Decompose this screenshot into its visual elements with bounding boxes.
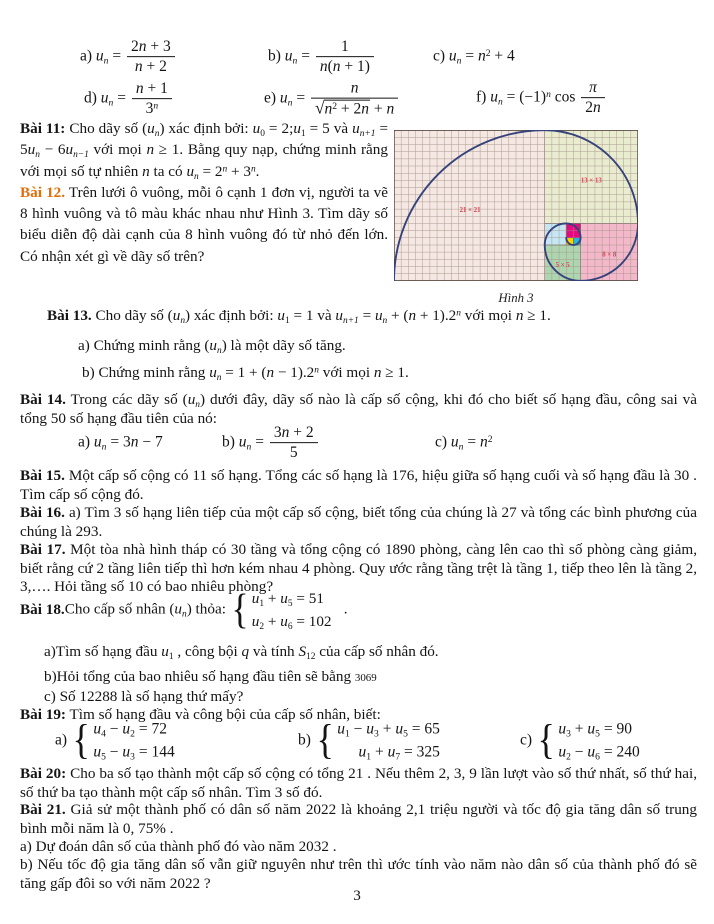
bai-14-option-c: c) $u_n = n^2$ bbox=[435, 433, 493, 453]
exercise-label-bai-18: Bài 18. bbox=[20, 600, 65, 618]
bai-14-option-b: b) $u_n$ = $\frac{3n + 2}{5}$ bbox=[222, 424, 320, 462]
exercise-text-bai-20: Cho ba số tạo thành một cấp số cộng có tổng 21 . Nếu thêm 2, 3, 9 lần lượt vào số thứ nhất, số thứ hai, số thứ ba tạo thành một cấp số nhân. Tìm 3 số đó. bbox=[20, 765, 698, 801]
exercise-bai-18 bbox=[20, 589, 348, 631]
bai-19-system-a: a) { $u_4 - u_2 = 72$ $u_5 - u_3 = 144$ bbox=[55, 717, 175, 764]
exercise-text-bai-19: Tìm số hạng đầu và công bội của cấp số nhân, biết: bbox=[66, 706, 381, 723]
exercise-text-bai-13: Cho dãy số $(u_n)$ xác định bởi: $u_1 = 1$ và $u_{n+1} = u_n + (n + 1).2^n$ với mọi n ≥ 1. bbox=[91, 307, 551, 327]
bai-13-item-a: a) Chứng minh rằng $(u_n)$ là một dãy số tăng. bbox=[78, 337, 346, 357]
exercise-bai-21 bbox=[20, 801, 697, 838]
exercise-bai-13 bbox=[47, 307, 551, 326]
exercise-label-bai-11: Bài 11: bbox=[20, 120, 66, 137]
exercise-text-bai-17: Một tòa nhà hình tháp có 30 tầng và tổng cộng có 1890 phòng, càng lên cao thì số phòng càng giảm, biết rằng cứ 2 tầng liên tiếp thì hơn kém nhau 4 phòng. Quy ước rằng tầng trệt là tầng 1, tiếp theo lên là tầng 2, 3,…. Hỏi tầng số 10 có bao nhiêu phòng? bbox=[20, 541, 697, 596]
exercise-label-bai-16: Bài 16. bbox=[20, 504, 65, 521]
exercise-text-bai-11: Cho dãy số $(u_n)$ xác định bởi: $u_0$ = $2;u_1 = 5$ và $u_{n+1} = 5u_n - 6u_{n-1}$ với mọi n ≥ 1. Bằng quy nạp, chứng minh rằng với mọi số tự nhiên n ta có $u_n = 2^n + 3^n$. bbox=[20, 120, 389, 182]
bai-21-item-b: b) Nếu tốc độ gia tăng dân số vẫn giữ nguyên như trên thì ước tính vào năm nào dân số của thành phố đó sẽ tăng gấp đôi so với năm 2022 ? bbox=[20, 856, 697, 892]
exercise-text-bai-14: Trong các dãy số $(u_n)$ dưới đây, dãy số nào là cấp số cộng, khi đó cho biết số hạng đầu, công sai và tổng 50 số hạng đầu tiên của nó: bbox=[20, 391, 697, 427]
exercise-label-bai-15: Bài 15. bbox=[20, 467, 65, 484]
exercise-text-bai-21: Giả sử một thành phố có dân số năm 2022 là khoảng 2,1 triệu người và tốc độ gia tăng dân số trung bình mỗi năm là 0, 75% . bbox=[20, 801, 697, 837]
exercise-bai-16 bbox=[20, 504, 697, 541]
exercise-text-bai-15: Một cấp số cộng có 11 số hạng. Tổng các số hạng là 176, hiệu giữa số hạng cuối và số hạng đầu là 30 . Tìm cấp số cộng đó. bbox=[20, 467, 697, 503]
exercise-label-bai-14: Bài 14. bbox=[20, 391, 66, 408]
formula-a: a) $u_n$ = $\frac{2n + 3}{n + 2}$ bbox=[80, 38, 177, 76]
exercise-label-bai-17: Bài 17. bbox=[20, 541, 66, 558]
exercise-text-bai-16: a) Tìm 3 số hạng liên tiếp của một cấp số cộng, biết tổng của chúng là 27 và tổng các bình phương của chúng là 293. bbox=[20, 504, 697, 540]
figure-caption: Hình 3 bbox=[498, 290, 534, 305]
exercise-bai-15 bbox=[20, 467, 697, 504]
exercise-label-bai-13: Bài 13. bbox=[47, 307, 92, 324]
bai-14-option-a: a) $u_n = 3n - 7$ bbox=[78, 433, 163, 453]
figure-square-21x21 bbox=[394, 130, 545, 281]
fibonacci-svg bbox=[394, 130, 638, 281]
page-number: 3 bbox=[353, 887, 361, 904]
figure-label-square-21x21 bbox=[460, 207, 481, 214]
figure-label-square-8x8 bbox=[602, 251, 617, 258]
formula-f: f) $u_n = (-1)^n$ cos $\frac{\pi}{2n}$ bbox=[476, 79, 607, 117]
bai-18-item-b: b)Hỏi tổng của bao nhiêu số hạng đầu tiên sẽ bằng 3069 bbox=[44, 668, 377, 685]
exercise-bai-12 bbox=[20, 182, 388, 267]
exercise-label-bai-19: Bài 19: bbox=[20, 706, 66, 723]
fibonacci-figure bbox=[394, 130, 638, 306]
exercise-column-11-12 bbox=[20, 118, 388, 267]
bai-13-item-b: b) Chứng minh rằng $u_n = 1 + (n - 1).2^n$ với mọi n ≥ 1. bbox=[82, 364, 409, 384]
exercise-label-bai-12: Bài 12. bbox=[20, 183, 66, 201]
exercise-label-bai-20: Bài 20: bbox=[20, 765, 67, 782]
bai-19-system-b: b) { $u_1 - u_3 + u_5 = 65$ $u_1 + u_7 = 325$ bbox=[298, 717, 440, 764]
figure-label-square-13x13 bbox=[581, 178, 602, 185]
exercise-bai-14 bbox=[20, 391, 697, 428]
bai-18-item-a: a)Tìm số hạng đầu $u_1$ , công bội q và tính $S_{12}$ của cấp số nhân đó. bbox=[44, 643, 439, 663]
exercise-bai-20 bbox=[20, 765, 697, 802]
formula-c: c) $u_n = n^2 + 4$ bbox=[433, 47, 515, 67]
exercise-bai-11 bbox=[20, 118, 388, 182]
bai-19-system-c: c) { $u_3 + u_5 = 90$ $u_2 - u_6 = 240$ bbox=[520, 717, 640, 764]
exercise-heading-bai-18: Cho cấp số nhân $(u_n)$ thỏa: { $u_1 + u_5 = 51$ $u_2 + u_6 = 102$ . bbox=[64, 587, 348, 633]
bai-21-item-a: a) Dự đoán dân số của thành phố đó vào năm 2032 . bbox=[20, 838, 337, 855]
bai-18-item-c: c) Số 12288 là số hạng thứ mấy? bbox=[44, 688, 244, 705]
formula-e: e) $u_n$ = n √ $n^2 + 2n$ + n bbox=[264, 80, 400, 119]
formula-d: d) $u_n$ = $\frac{n + 1}{3^n}$ bbox=[84, 80, 174, 118]
exercise-text-bai-12: Trên lưới ô vuông, mỗi ô cạnh 1 đơn vị, người ta vẽ 8 hình vuông và tô màu khác nhau như Hình 3. Tìm dãy số biểu diễn độ dài cạnh của 8 hình vuông đó từ nhỏ đến lớn. Có nhận xét gì về dãy số trên? bbox=[20, 183, 388, 265]
exercise-label-bai-21: Bài 21. bbox=[20, 801, 66, 818]
formula-b: b) $u_n$ = $\frac{1}{n(n + 1)}$ bbox=[268, 38, 376, 76]
figure-label-square-5x5 bbox=[556, 262, 571, 269]
